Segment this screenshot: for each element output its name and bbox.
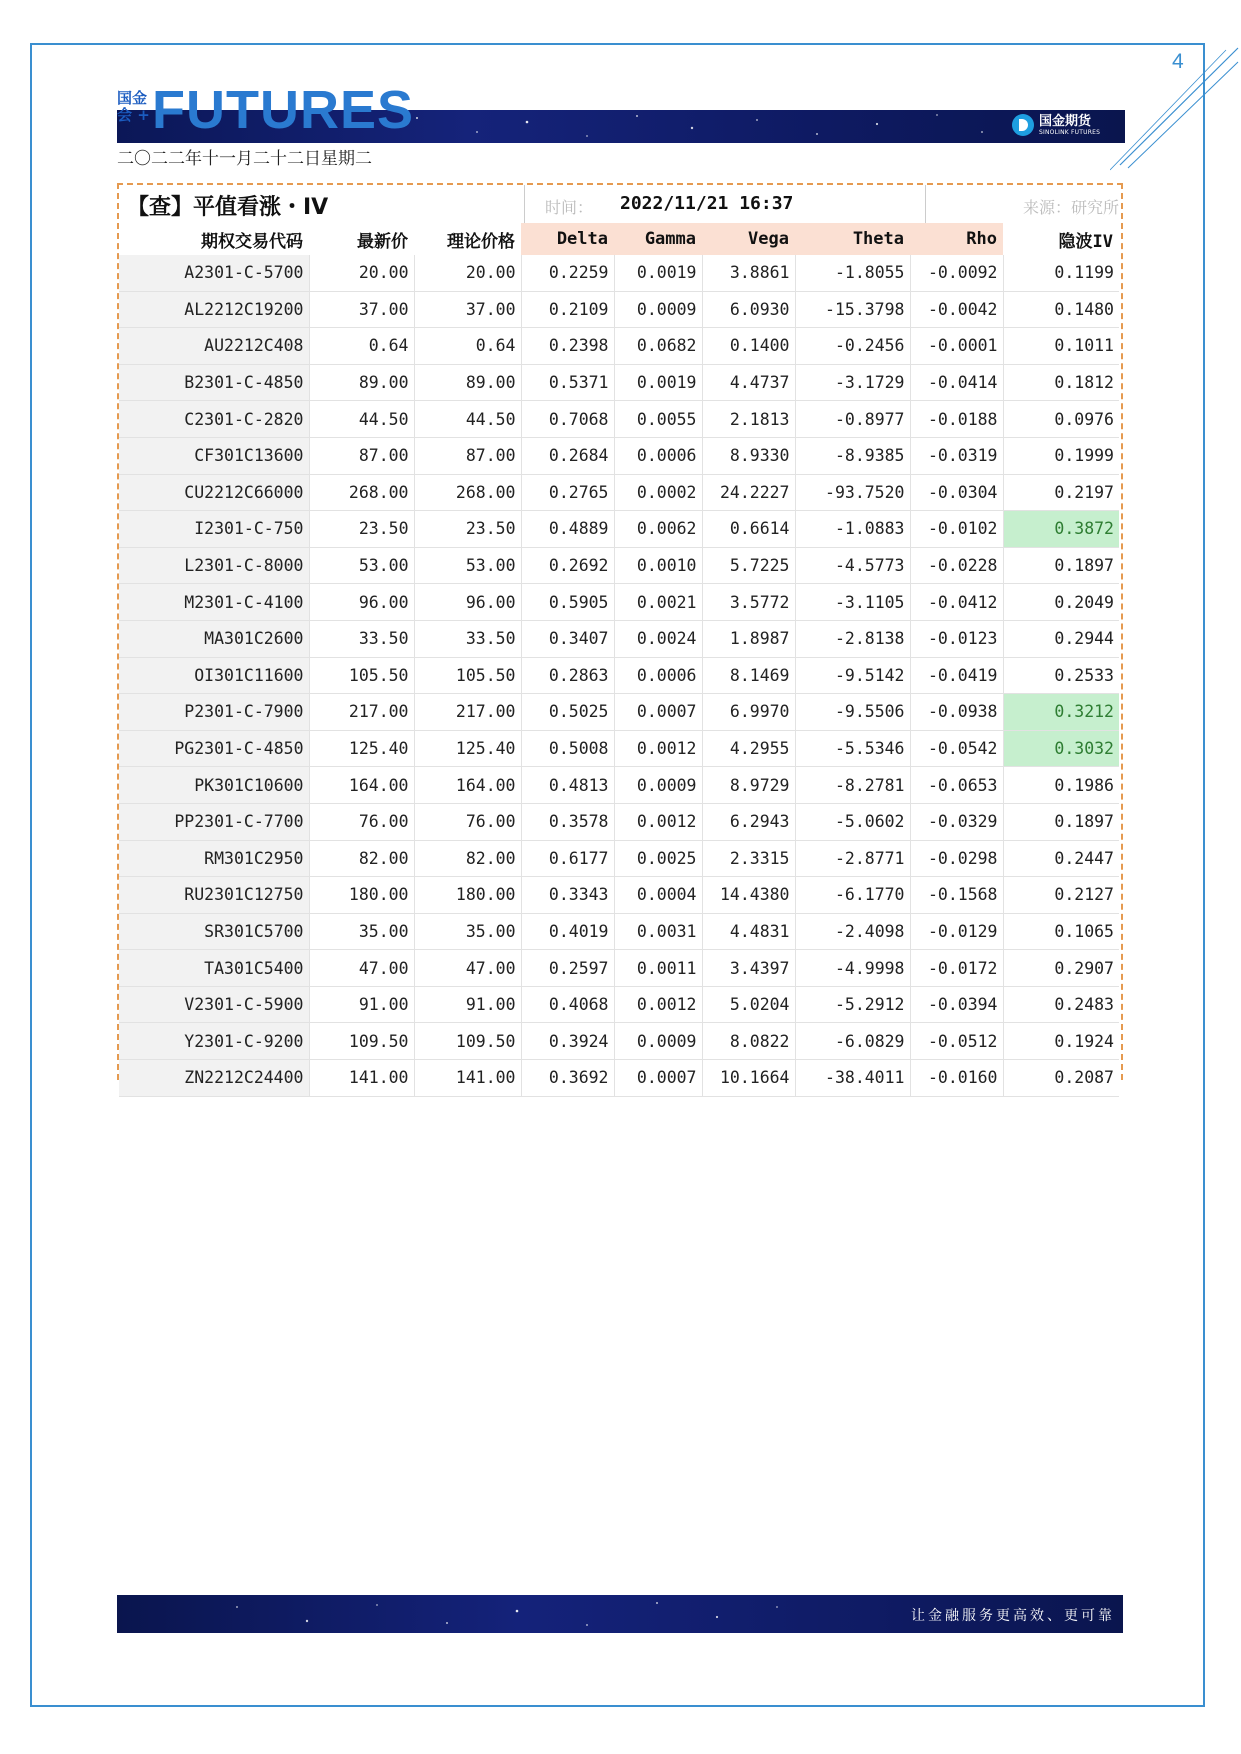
table-row [119, 1060, 1119, 1097]
brand-cn-mark [117, 90, 151, 124]
header-iv: 隐波IV [1058, 231, 1113, 252]
cell-last: 164.00 [309, 767, 414, 804]
cell-rho: -0.0653 [910, 767, 1003, 804]
cell-iv: 0.2127 [1003, 877, 1119, 914]
source-label: 来源：研究所 [1022, 198, 1119, 217]
cell-last: 109.50 [309, 1023, 414, 1060]
time-label: 时间： [545, 198, 594, 217]
cell-theta: -6.1770 [795, 877, 910, 914]
cell-iv: 0.2483 [1003, 986, 1119, 1023]
cell-vega: 8.1469 [702, 657, 795, 694]
cell-last: 105.50 [309, 657, 414, 694]
cell-gamma: 0.0011 [614, 950, 702, 987]
cell-gamma: 0.0012 [614, 803, 702, 840]
cell-vega: 4.4737 [702, 364, 795, 401]
time-cell [524, 185, 926, 223]
cell-rho: -0.0298 [910, 840, 1003, 877]
cell-delta: 0.2863 [521, 657, 614, 694]
cell-theta: -5.2912 [795, 986, 910, 1023]
cell-gamma: 0.0031 [614, 913, 702, 950]
cell-code: PP2301-C-7700 [119, 803, 309, 840]
header-delta: Delta [521, 223, 614, 255]
cell-gamma: 0.0004 [614, 877, 702, 914]
cell-code: PK301C10600 [119, 767, 309, 804]
cell-last: 44.50 [309, 401, 414, 438]
cell-delta: 0.3407 [521, 620, 614, 657]
cell-rho: -0.1568 [910, 877, 1003, 914]
table-row [119, 657, 1119, 694]
cell-vega: 6.0930 [702, 291, 795, 328]
cell-vega: 5.0204 [702, 986, 795, 1023]
cell-theo: 105.50 [414, 657, 521, 694]
cell-code: L2301-C-8000 [119, 547, 309, 584]
cell-theo: 164.00 [414, 767, 521, 804]
cell-iv: 0.3212 [1003, 694, 1119, 731]
cell-delta: 0.2765 [521, 474, 614, 511]
cell-iv: 0.2087 [1003, 1060, 1119, 1097]
cell-last: 23.50 [309, 511, 414, 548]
cell-delta: 0.4813 [521, 767, 614, 804]
cell-iv: 0.1065 [1003, 913, 1119, 950]
cell-gamma: 0.0682 [614, 328, 702, 365]
cell-gamma: 0.0024 [614, 620, 702, 657]
header-rho: Rho [910, 223, 1003, 255]
cell-delta: 0.3924 [521, 1023, 614, 1060]
cell-theo: 82.00 [414, 840, 521, 877]
cell-delta: 0.2597 [521, 950, 614, 987]
table-row [119, 364, 1119, 401]
cell-code: RM301C2950 [119, 840, 309, 877]
options-table [119, 223, 1119, 1097]
cell-delta: 0.2692 [521, 547, 614, 584]
cell-code: I2301-C-750 [119, 511, 309, 548]
cell-theo: 217.00 [414, 694, 521, 731]
table-row [119, 511, 1119, 548]
cell-theta: -3.1729 [795, 364, 910, 401]
cell-last: 47.00 [309, 950, 414, 987]
cell-theo: 76.00 [414, 803, 521, 840]
cell-delta: 0.3578 [521, 803, 614, 840]
cell-rho: -0.0412 [910, 584, 1003, 621]
table-row [119, 950, 1119, 987]
cell-vega: 8.9330 [702, 437, 795, 474]
cell-theo: 268.00 [414, 474, 521, 511]
cell-rho: -0.0092 [910, 255, 1003, 291]
cell-last: 89.00 [309, 364, 414, 401]
cell-theo: 141.00 [414, 1060, 521, 1097]
cell-theta: -93.7520 [795, 474, 910, 511]
header-theoretical-price: 理论价格 [447, 231, 515, 252]
header-code: 期权交易代码 [119, 223, 309, 255]
cell-vega: 10.1664 [702, 1060, 795, 1097]
cell-rho: -0.0172 [910, 950, 1003, 987]
cell-delta: 0.4889 [521, 511, 614, 548]
cell-vega: 14.4380 [702, 877, 795, 914]
cell-theta: -5.5346 [795, 730, 910, 767]
cell-gamma: 0.0007 [614, 1060, 702, 1097]
cell-last: 125.40 [309, 730, 414, 767]
cell-theta: -4.9998 [795, 950, 910, 987]
cell-iv: 0.1999 [1003, 437, 1119, 474]
cell-iv: 0.2533 [1003, 657, 1119, 694]
cell-vega: 2.1813 [702, 401, 795, 438]
cell-vega: 3.4397 [702, 950, 795, 987]
panel-title: 【查】平值看涨・IV [127, 195, 329, 220]
cell-theo: 0.64 [414, 328, 521, 365]
page-number: 4 [1172, 50, 1184, 73]
cell-rho: -0.0419 [910, 657, 1003, 694]
cell-code: OI301C11600 [119, 657, 309, 694]
cell-theta: -2.4098 [795, 913, 910, 950]
cell-rho: -0.0102 [910, 511, 1003, 548]
brand-cn-line1: 国金 [117, 89, 148, 107]
table-row [119, 730, 1119, 767]
cell-iv: 0.2197 [1003, 474, 1119, 511]
cell-theta: -15.3798 [795, 291, 910, 328]
cell-gamma: 0.0006 [614, 657, 702, 694]
cell-code: B2301-C-4850 [119, 364, 309, 401]
company-name: 国金期货 [1039, 113, 1092, 129]
cell-code: AU2212C408 [119, 328, 309, 365]
cell-theta: -1.0883 [795, 511, 910, 548]
cell-delta: 0.2109 [521, 291, 614, 328]
cell-vega: 3.5772 [702, 584, 795, 621]
table-row [119, 840, 1119, 877]
company-logo [1012, 114, 1100, 136]
table-row [119, 437, 1119, 474]
cell-gamma: 0.0002 [614, 474, 702, 511]
cell-theo: 180.00 [414, 877, 521, 914]
cell-last: 35.00 [309, 913, 414, 950]
cell-last: 91.00 [309, 986, 414, 1023]
corner-decoration [1110, 40, 1240, 180]
header-gamma: Gamma [614, 223, 702, 255]
cell-theta: -0.8977 [795, 401, 910, 438]
cell-code: V2301-C-5900 [119, 986, 309, 1023]
cell-delta: 0.2398 [521, 328, 614, 365]
cell-code: A2301-C-5700 [119, 255, 309, 291]
cell-theta: -9.5142 [795, 657, 910, 694]
cell-last: 87.00 [309, 437, 414, 474]
cell-last: 37.00 [309, 291, 414, 328]
cell-last: 96.00 [309, 584, 414, 621]
header-theta: Theta [795, 223, 910, 255]
cell-last: 20.00 [309, 255, 414, 291]
cell-theta: -6.0829 [795, 1023, 910, 1060]
cell-gamma: 0.0012 [614, 986, 702, 1023]
cell-last: 82.00 [309, 840, 414, 877]
table-body [119, 255, 1119, 1096]
cell-theo: 47.00 [414, 950, 521, 987]
cell-theta: -3.1105 [795, 584, 910, 621]
cell-vega: 3.8861 [702, 255, 795, 291]
cell-delta: 0.3692 [521, 1060, 614, 1097]
table-row [119, 255, 1119, 291]
cell-rho: -0.0414 [910, 364, 1003, 401]
cell-gamma: 0.0009 [614, 291, 702, 328]
cell-theo: 53.00 [414, 547, 521, 584]
table-row [119, 547, 1119, 584]
cell-iv: 0.2944 [1003, 620, 1119, 657]
cell-rho: -0.0123 [910, 620, 1003, 657]
cell-theo: 96.00 [414, 584, 521, 621]
cell-theo: 109.50 [414, 1023, 521, 1060]
cell-theta: -9.5506 [795, 694, 910, 731]
cell-gamma: 0.0006 [614, 437, 702, 474]
cell-theta: -38.4011 [795, 1060, 910, 1097]
cell-code: MA301C2600 [119, 620, 309, 657]
cell-code: SR301C5700 [119, 913, 309, 950]
cell-code: TA301C5400 [119, 950, 309, 987]
company-logo-icon [1012, 114, 1034, 136]
cell-last: 53.00 [309, 547, 414, 584]
cell-theta: -2.8138 [795, 620, 910, 657]
cell-vega: 1.8987 [702, 620, 795, 657]
cell-code: CU2212C66000 [119, 474, 309, 511]
cell-vega: 4.4831 [702, 913, 795, 950]
cell-theta: -8.9385 [795, 437, 910, 474]
cell-theta: -0.2456 [795, 328, 910, 365]
cell-theo: 87.00 [414, 437, 521, 474]
cell-delta: 0.6177 [521, 840, 614, 877]
cell-iv: 0.1897 [1003, 803, 1119, 840]
table-row [119, 986, 1119, 1023]
cell-iv: 0.3872 [1003, 511, 1119, 548]
table-row [119, 620, 1119, 657]
cell-iv: 0.0976 [1003, 401, 1119, 438]
cell-delta: 0.5905 [521, 584, 614, 621]
cell-rho: -0.0394 [910, 986, 1003, 1023]
cell-iv: 0.2907 [1003, 950, 1119, 987]
cell-iv: 0.1199 [1003, 255, 1119, 291]
header-vega: Vega [702, 223, 795, 255]
cell-last: 180.00 [309, 877, 414, 914]
cell-rho: -0.0129 [910, 913, 1003, 950]
report-date: 二〇二二年十一月二十二日星期二 [117, 149, 372, 169]
cell-theo: 37.00 [414, 291, 521, 328]
table-header-row [119, 223, 1119, 255]
cell-theo: 89.00 [414, 364, 521, 401]
cell-rho: -0.0512 [910, 1023, 1003, 1060]
cell-iv: 0.3032 [1003, 730, 1119, 767]
cell-rho: -0.0304 [910, 474, 1003, 511]
cell-last: 0.64 [309, 328, 414, 365]
cell-gamma: 0.0007 [614, 694, 702, 731]
cell-vega: 0.1400 [702, 328, 795, 365]
brand-futures-logo: FUTURES [152, 80, 414, 140]
cell-code: Y2301-C-9200 [119, 1023, 309, 1060]
cell-code: M2301-C-4100 [119, 584, 309, 621]
cell-gamma: 0.0012 [614, 730, 702, 767]
panel-title-row [119, 185, 1121, 223]
cell-gamma: 0.0025 [614, 840, 702, 877]
cell-gamma: 0.0009 [614, 767, 702, 804]
cell-delta: 0.2259 [521, 255, 614, 291]
cell-rho: -0.0160 [910, 1060, 1003, 1097]
cell-code: AL2212C19200 [119, 291, 309, 328]
cell-last: 217.00 [309, 694, 414, 731]
company-name-en: SINOLINK FUTURES [1039, 128, 1101, 136]
table-row [119, 328, 1119, 365]
table-row [119, 767, 1119, 804]
cell-delta: 0.7068 [521, 401, 614, 438]
cell-rho: -0.0042 [910, 291, 1003, 328]
cell-code: ZN2212C24400 [119, 1060, 309, 1097]
cell-vega: 8.0822 [702, 1023, 795, 1060]
cell-delta: 0.5371 [521, 364, 614, 401]
cell-gamma: 0.0010 [614, 547, 702, 584]
cell-gamma: 0.0019 [614, 364, 702, 401]
options-table-panel [117, 183, 1123, 1088]
cell-delta: 0.5008 [521, 730, 614, 767]
table-row [119, 694, 1119, 731]
cell-rho: -0.0319 [910, 437, 1003, 474]
table-row [119, 1023, 1119, 1060]
cell-iv: 0.1986 [1003, 767, 1119, 804]
cell-iv: 0.2447 [1003, 840, 1119, 877]
header-last-price: 最新价 [357, 231, 408, 252]
cell-gamma: 0.0009 [614, 1023, 702, 1060]
cell-rho: -0.0329 [910, 803, 1003, 840]
time-value: 2022/11/21 16:37 [620, 193, 794, 214]
cell-theo: 44.50 [414, 401, 521, 438]
cell-vega: 6.2943 [702, 803, 795, 840]
table-row [119, 474, 1119, 511]
cell-rho: -0.0228 [910, 547, 1003, 584]
cell-theo: 23.50 [414, 511, 521, 548]
cell-theta: -5.0602 [795, 803, 910, 840]
cell-delta: 0.4068 [521, 986, 614, 1023]
cell-code: CF301C13600 [119, 437, 309, 474]
table-row [119, 291, 1119, 328]
cell-vega: 2.3315 [702, 840, 795, 877]
cell-iv: 0.2049 [1003, 584, 1119, 621]
cell-code: RU2301C12750 [119, 877, 309, 914]
cell-last: 33.50 [309, 620, 414, 657]
cell-delta: 0.3343 [521, 877, 614, 914]
table-row [119, 401, 1119, 438]
cell-vega: 4.2955 [702, 730, 795, 767]
cell-theo: 33.50 [414, 620, 521, 657]
cell-code: PG2301-C-4850 [119, 730, 309, 767]
cell-delta: 0.5025 [521, 694, 614, 731]
cell-theta: -4.5773 [795, 547, 910, 584]
cell-rho: -0.0188 [910, 401, 1003, 438]
cell-rho: -0.0001 [910, 328, 1003, 365]
cell-vega: 0.6614 [702, 511, 795, 548]
brand-cn-line2: 会 + [117, 106, 150, 124]
cell-iv: 0.1011 [1003, 328, 1119, 365]
cell-iv: 0.1924 [1003, 1023, 1119, 1060]
table-row [119, 913, 1119, 950]
cell-theta: -8.2781 [795, 767, 910, 804]
cell-theo: 125.40 [414, 730, 521, 767]
table-row [119, 803, 1119, 840]
cell-gamma: 0.0055 [614, 401, 702, 438]
cell-theta: -2.8771 [795, 840, 910, 877]
cell-iv: 0.1897 [1003, 547, 1119, 584]
cell-iv: 0.1812 [1003, 364, 1119, 401]
cell-iv: 0.1480 [1003, 291, 1119, 328]
cell-theo: 20.00 [414, 255, 521, 291]
table-row [119, 877, 1119, 914]
footer-banner [117, 1595, 1123, 1633]
footer-slogan: 让金融服务更高效、更可靠 [911, 1608, 1115, 1624]
cell-delta: 0.4019 [521, 913, 614, 950]
cell-theo: 91.00 [414, 986, 521, 1023]
cell-gamma: 0.0062 [614, 511, 702, 548]
cell-vega: 8.9729 [702, 767, 795, 804]
cell-theo: 35.00 [414, 913, 521, 950]
cell-delta: 0.2684 [521, 437, 614, 474]
cell-vega: 6.9970 [702, 694, 795, 731]
cell-vega: 5.7225 [702, 547, 795, 584]
cell-gamma: 0.0019 [614, 255, 702, 291]
cell-last: 141.00 [309, 1060, 414, 1097]
table-row [119, 584, 1119, 621]
cell-code: C2301-C-2820 [119, 401, 309, 438]
cell-vega: 24.2227 [702, 474, 795, 511]
cell-rho: -0.0542 [910, 730, 1003, 767]
cell-code: P2301-C-7900 [119, 694, 309, 731]
cell-gamma: 0.0021 [614, 584, 702, 621]
cell-last: 76.00 [309, 803, 414, 840]
cell-theta: -1.8055 [795, 255, 910, 291]
cell-rho: -0.0938 [910, 694, 1003, 731]
cell-last: 268.00 [309, 474, 414, 511]
